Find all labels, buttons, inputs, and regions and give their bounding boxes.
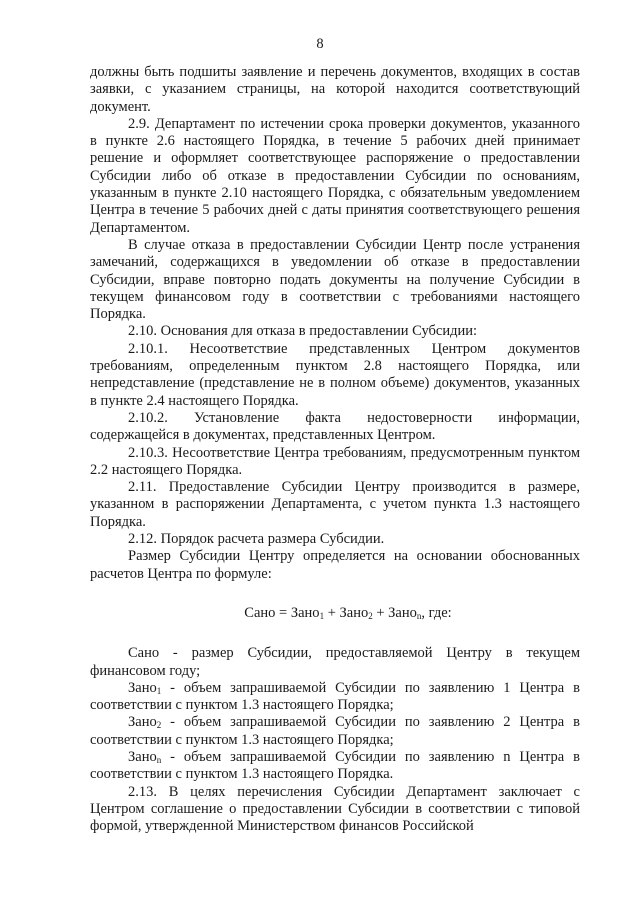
definition-zano-n-subscript: n [156,754,162,765]
definition-zano-n-text: - объем запрашиваемой Субсидии по заявлению n Центра в соответствии с пунктом 1.3 настоящего Порядка. [90,748,580,783]
definition-zano-1 [90,680,580,715]
definition-zano-2 [90,714,580,749]
paragraph-continuation: должны быть подшиты заявление и перечень документов, входящих в состав заявки, с указанием страницы, на которой находится соответствующий документ. [90,64,580,115]
definition-sano: Сано - размер Субсидии, предоставляемой Центру в текущем финансовом году; [90,645,580,679]
formula-equals: = [279,604,288,621]
page-number: 8 [316,36,324,52]
formula-term-2: Зано [339,604,369,621]
paragraph-2-9: 2.9. Департамент по истечении срока проверки документов, указанного в пункте 2.6 настоящего Порядка, в течение 5 рабочих дней принимает решение и оформляет соответствующее распоряжение о предоставлении Субсидии либо об отказе в предоставлении Субсидии по основаниям, указанным в пункте 2.10 настоящего Порядка, с обязательным уведомлением Центра в течение 5 рабочих дней с даты принятия соответствующего решения Департаментом. [90,115,580,236]
paragraph-2-10-2: 2.10.2. Установление факта недостоверности информации, содержащейся в документах, представленных Центром. [90,409,580,444]
paragraph-2-11: 2.11. Предоставление Субсидии Центру производится в размере, указанном в распоряжении Департамента, с учетом пункта 1.3 настоящего Порядка. [90,479,580,530]
paragraph-refusal-case: В случае отказа в предоставлении Субсидии Центр после устранения замечаний, содержащихся в уведомлении об отказе в предоставлении Субсидии, вправе повторно подать документы на получение Субсидии в текущем финансовом году в соответствии с требованиями настоящего Порядка. [90,236,580,323]
paragraph-2-10: 2.10. Основания для отказа в предоставлении Субсидии: [128,323,477,340]
formula-plus-1: + [327,604,336,621]
formula-lhs: Сано [244,604,276,621]
formula-term-1-subscript: 1 [319,610,325,621]
definition-zano-1-text: - объем запрашиваемой Субсидии по заявлению 1 Центра в соответствии с пунктом 1.3 настоящего Порядка; [90,679,580,714]
definition-zano-n [90,749,580,784]
paragraph-subsidy-size: Размер Субсидии Центру определяется на основании обоснованных расчетов Центра по формуле: [90,548,580,582]
subsidy-formula [90,605,580,622]
definition-zano-1-subscript: 1 [156,685,162,696]
formula-tail: , где: [421,604,452,621]
paragraph-2-13: 2.13. В целях перечисления Субсидии Департамент заключает с Центром соглашение о предоставлении Субсидии в соответствии с типовой формой, утвержденной Министерством финансов Российской [90,783,580,835]
paragraph-2-10-1: 2.10.1. Несоответствие представленных Центром документов требованиям, определенным пунктом 2.8 настоящего Порядка, или непредставление (представление не в полном объеме) документов, указанных в пункте 2.4 настоящего Порядка. [90,340,580,409]
formula-term-2-subscript: 2 [368,610,373,621]
paragraph-2-12: 2.12. Порядок расчета размера Субсидии. [128,531,385,548]
definition-zano-1-term: Зано [128,679,157,696]
formula-term-1: Зано [290,604,320,621]
paragraph-2-10-3: 2.10.3. Несоответствие Центра требованиям, предусмотренным пунктом 2.2 настоящего Порядка. [90,444,580,478]
definition-zano-2-subscript: 2 [156,720,162,731]
definition-zano-2-term: Зано [128,714,157,731]
formula-plus-2: + [376,604,385,621]
document-body [90,64,580,835]
formula-term-n-subscript: n [416,610,422,621]
definition-zano-2-text: - объем запрашиваемой Субсидии по заявлению 2 Центра в соответствии с пунктом 1.3 настоящего Порядка; [90,714,580,748]
definition-zano-n-term: Зано [128,748,157,765]
formula-term-n: Зано [388,604,417,621]
